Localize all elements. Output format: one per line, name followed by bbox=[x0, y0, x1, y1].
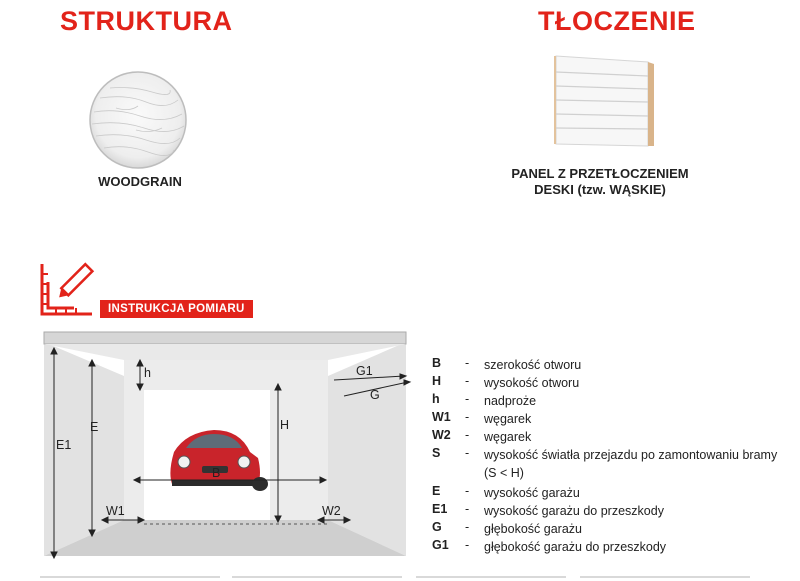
panel-sample bbox=[548, 54, 660, 150]
panel-caption-line2: DESKI (tzw. WĄSKIE) bbox=[534, 182, 666, 197]
divider bbox=[232, 576, 402, 578]
label-E: E bbox=[90, 420, 99, 434]
divider bbox=[580, 576, 750, 578]
label-G1: G1 bbox=[356, 364, 373, 378]
legend-key: S bbox=[432, 446, 441, 460]
legend-key: B bbox=[432, 356, 442, 370]
legend-desc: wysokość światła przejazdu po zamontowaniu bramy (S < H) bbox=[484, 448, 778, 480]
legend-desc: węgarek bbox=[484, 412, 532, 426]
legend-desc: wysokość garażu bbox=[484, 486, 580, 500]
legend-key: h bbox=[432, 392, 440, 406]
measurement-instruction-badge: INSTRUKCJA POMIARU bbox=[100, 300, 253, 318]
woodgrain-swatch bbox=[86, 68, 190, 172]
legend-dash: - bbox=[465, 374, 470, 388]
legend-desc: głębokość garażu bbox=[484, 522, 582, 536]
legend-dash: - bbox=[465, 538, 470, 552]
legend-dash: - bbox=[465, 392, 470, 406]
legend-key: W2 bbox=[432, 428, 451, 442]
label-H: H bbox=[280, 418, 290, 432]
legend-desc: węgarek bbox=[484, 430, 532, 444]
legend-key: W1 bbox=[432, 410, 451, 424]
embossing-heading: TŁOCZENIE bbox=[538, 6, 696, 36]
label-h: h bbox=[144, 366, 151, 380]
legend-dash: - bbox=[465, 484, 470, 498]
legend-dash: - bbox=[465, 356, 470, 370]
measurement-legend bbox=[432, 356, 792, 566]
legend-dash: - bbox=[465, 428, 470, 442]
legend-key: G1 bbox=[432, 538, 449, 552]
woodgrain-caption: WOODGRAIN bbox=[98, 174, 182, 189]
legend-key: E bbox=[432, 484, 441, 498]
label-W1: W1 bbox=[106, 504, 125, 518]
garage-diagram bbox=[36, 324, 416, 568]
panel-caption-line1: PANEL Z PRZETŁOCZENIEM bbox=[511, 166, 689, 181]
label-W2: W2 bbox=[322, 504, 341, 518]
structure-heading: STRUKTURA bbox=[60, 6, 233, 36]
divider bbox=[416, 576, 566, 578]
label-B: B bbox=[212, 466, 221, 480]
legend-dash: - bbox=[465, 410, 470, 424]
legend-dash: - bbox=[465, 446, 470, 460]
label-G: G bbox=[370, 388, 380, 402]
divider bbox=[40, 576, 220, 578]
legend-key: E1 bbox=[432, 502, 448, 516]
legend-key: G bbox=[432, 520, 442, 534]
legend-desc: głębokość garażu do przeszkody bbox=[484, 540, 667, 554]
legend-dash: - bbox=[465, 520, 470, 534]
legend-desc: wysokość otworu bbox=[484, 376, 580, 390]
label-E1: E1 bbox=[56, 438, 72, 452]
legend-desc: nadproże bbox=[484, 394, 537, 408]
legend-desc: szerokość otworu bbox=[484, 358, 582, 372]
legend-dash: - bbox=[465, 502, 470, 516]
ruler-pencil-icon bbox=[38, 258, 100, 320]
legend-desc: wysokość garażu do przeszkody bbox=[484, 504, 664, 518]
legend-key: H bbox=[432, 374, 442, 388]
